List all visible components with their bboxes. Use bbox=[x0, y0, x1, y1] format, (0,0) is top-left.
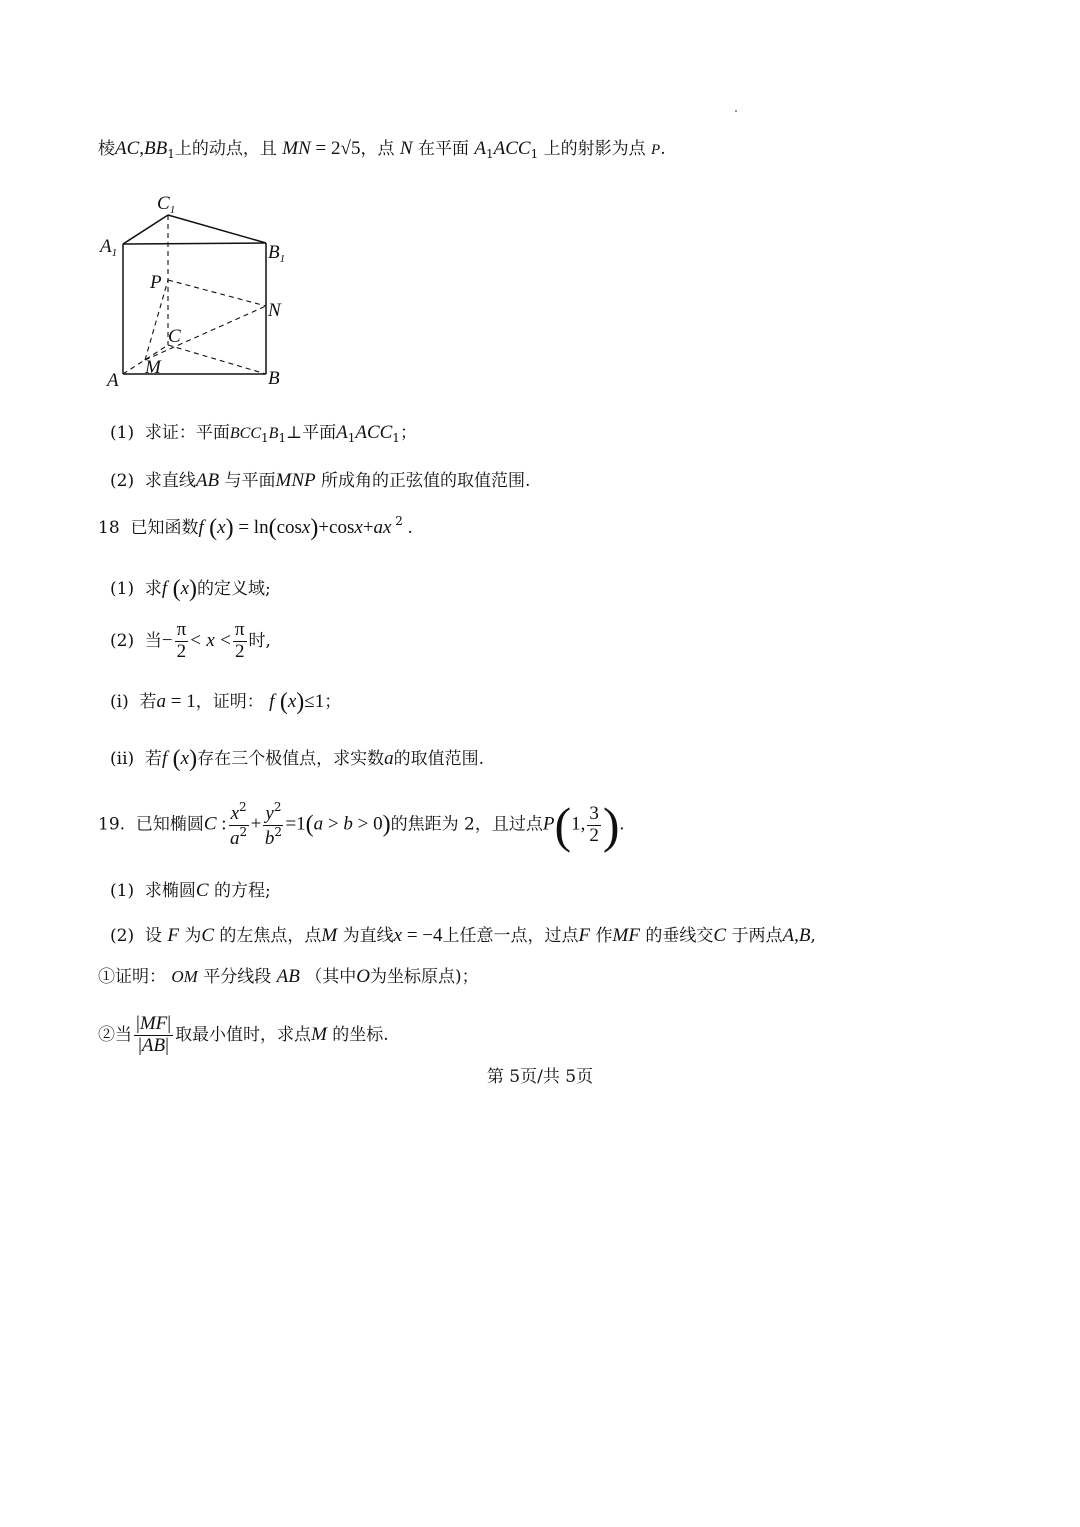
q19-sub1: ①证明： OM 平分线段 AB （其中O为坐标原点)； bbox=[98, 966, 479, 987]
q19-part2: (2) 设 F 为C 的左焦点，点M 为直线x = −4上任意一点，过点F 作MF 的垂线交C 于两点A,B, bbox=[110, 925, 816, 946]
label-b: B bbox=[268, 368, 280, 389]
q18-part-ii: (ii) 若f (x)存在三个极值点，求实数a的取值范围. bbox=[110, 746, 484, 772]
q17-intro: 棱$AC,BB_1$上的动点，且 MN = 2√5，点 N 在平面 $A_1ACC_1$ 上的射影为点 P. bbox=[98, 138, 666, 161]
q19-part1: (1) 求椭圆C 的方程; bbox=[110, 880, 271, 901]
page-footer: 第 5页/共 5页 bbox=[486, 1067, 594, 1087]
label-c: C bbox=[168, 326, 181, 347]
q17-part2: (2) 求直线AB 与平面MNP 所成角的正弦值的取值范围. bbox=[110, 470, 531, 491]
q18-part2: (2) 当− $\frac{\pi}{2}$ < x < $\frac{\pi}{2}$ 时, bbox=[110, 619, 271, 662]
edge-cb bbox=[168, 345, 266, 374]
label-b1: $B_1$ bbox=[268, 242, 286, 265]
label-c1: $C_1$ bbox=[157, 193, 176, 216]
q18-stem: 18 已知函数f (x) = ln(cosx)+cosx+ax $^2$ . bbox=[98, 514, 413, 541]
label-p: P bbox=[150, 272, 162, 293]
q18-part1: (1) 求f (x)的定义域; bbox=[110, 576, 271, 602]
label-a: A bbox=[107, 370, 119, 391]
q17-part1: (1) 求证：平面$BCC_1B_1\perp$平面$A_1ACC_1$； bbox=[110, 422, 417, 445]
q19-sub2: ②当 $\frac{|MF|}{|AB|}$ 取最小值时，求点M 的坐标. bbox=[98, 1013, 389, 1056]
q19-stem: 19. 已知椭圆C : $\frac{x^2}{a^2}$ + $\frac{y^2}{b^2}$ =1(a > b > 0)的焦距为 2，且过点P(1, $\frac{3}{2}$ ). bbox=[98, 797, 625, 853]
prism-figure bbox=[95, 185, 315, 400]
edge-a1c1 bbox=[123, 215, 168, 244]
label-n: N bbox=[268, 300, 281, 321]
label-a1: $A_1$ bbox=[100, 236, 118, 259]
edge-a1b1 bbox=[123, 243, 266, 244]
q18-part-i: (i) 若a = 1，证明： f (x)≤1； bbox=[110, 689, 342, 715]
label-m: M bbox=[145, 357, 161, 378]
edge-c1b1 bbox=[168, 215, 266, 243]
segment-pn bbox=[168, 280, 266, 306]
segment-mn bbox=[145, 306, 266, 360]
stray-mark bbox=[735, 110, 737, 112]
